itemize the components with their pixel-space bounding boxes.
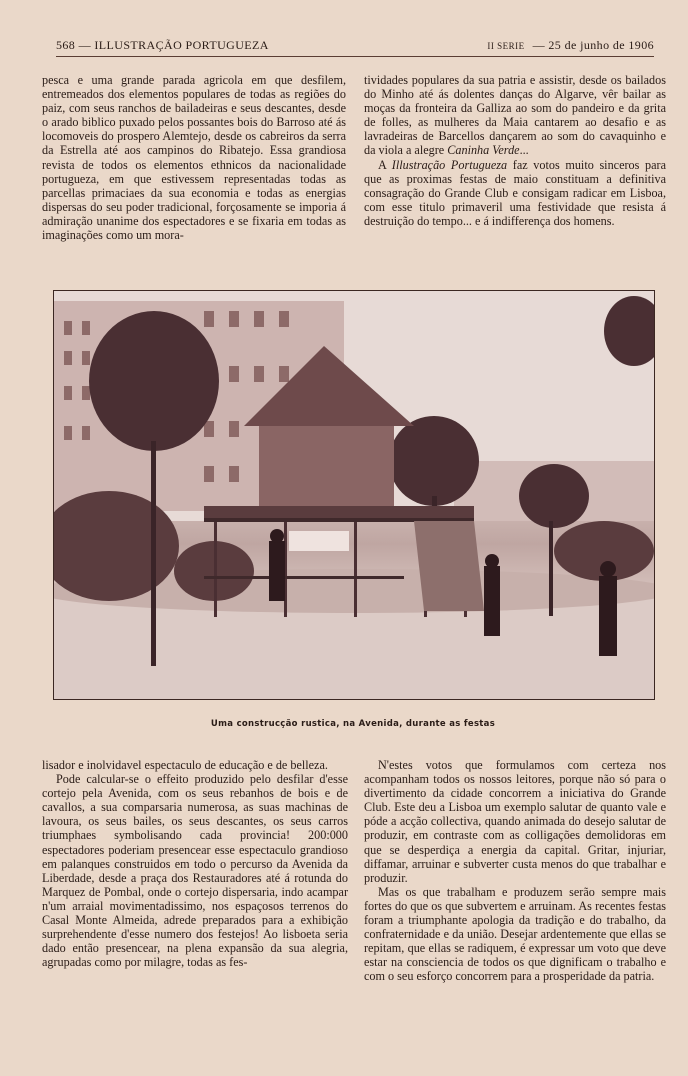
paragraph: pesca e uma grande parada agricola em que desfilem, entremeados dos elementos populares de todas as regiões do paiz, com seus ranchos de bailadeiras e seus descantes, desde o arado biblico puxado pelos possantes bois do Barroso até ás locomoveis do prospero Alemtejo, desde os cabreiros da serra da Estrella até aos campinos do Ribatejo. Essa grandiosa revista de todos os elementos ethnicos da nacionalidade portugueza, em que estivessem representadas todas as parcellas primaciaes da sua economia e todas as energias dispersas do seu poder tradicional, forçosamente se imporia á admiração unanime dos espectadores e se fixaria em todas as imaginações como um mora-: [42, 73, 346, 243]
top-right-column: [364, 73, 666, 228]
paragraph: [364, 73, 666, 158]
photo-illustration: [54, 291, 654, 699]
serie-label: II SERIE: [487, 41, 525, 51]
photo-caption: Uma construcção rustica, na Avenida, durante as festas: [210, 719, 496, 729]
paragraph: Mas os que trabalham e produzem serão sempre mais fortes do que os que subvertem e arruinam. As recentes festas foram a triumphante apologia da tradição e do trabalho, da confraternidade e da união. Desejar ardentemente que ellas se repitam, que ellas se radiquem, é expressar um voto que deve estar na consciencia de todos os que dignificam o trabalho e com o seu esforço concorrem para a prosperidade da patria.: [364, 884, 666, 984]
bottom-right-column: [364, 758, 666, 984]
issue-date: [487, 38, 654, 53]
paragraph: [364, 158, 666, 228]
photograph: [53, 290, 655, 700]
italic-run: Caninha Verde: [447, 143, 520, 158]
text-run: A: [378, 157, 392, 172]
paragraph: N'estes votos que formulamos com certeza nos acompanham todos os nossos leitores, porque não só para o divertimento da cidade concorrem a iniciativa do Grande Club. Este deu a Lisboa um exemplo salutar de quanto vale e póde a acção collectiva, quando animada do desejo salutar de produzir, em contraste com as colligações demolidoras em que se desperdiça a energia da capital. Gritar, injuriar, diffamar, arruinar e subverter custa menos do que trabalhar e produzir.: [364, 758, 666, 885]
page-number-and-title: 568 — ILLUSTRAÇÃO PORTUGUEZA: [56, 38, 269, 52]
italic-run: Illustração Portugueza: [391, 157, 508, 172]
page-header: [56, 36, 654, 57]
text-run: tividades populares da sua patria e assistir, desde os bailados do Minho até ás dolentes danças do Algarve, vêr bailar as moças da fronteira da Galliza ao som do pandeiro e da grita de folles, as mulheres da Maia cantarem ao desafio e as lavradeiras de Barcellos dançarem ao som do cavaquinho e da viola a alegre: [364, 73, 666, 158]
top-left-column: [42, 73, 346, 242]
text-run: ...: [519, 143, 529, 158]
paragraph: lisador e inolvidavel espectaculo de educação e de belleza.: [42, 758, 328, 772]
text-run: faz votos muito sinceros para que as proximas festas de maio constituam a definitiva consagração do Grande Club e consigam radicar em Lisboa, com esse titulo primaveril uma festividade que resista á destruição do tempo... e á indifferença dos homens.: [364, 157, 666, 228]
bottom-left-column: [42, 758, 348, 969]
paragraph: Pode calcular-se o effeito produzido pelo desfilar d'esse cortejo pela Avenida, com os seus rebanhos de bois e de cavallos, a sua comparsaria numerosa, as suas machinas de lavoura, os seus bailes, os seus descantes, os seus carros triumphaes symbolisando cada provincia! 200:000 espectadores poderiam presencear esse espectaculo grandioso em palanques construidos em todo o percurso da Avenida da Liberdade, desde a praça dos Restauradores até á rotunda do Marquez de Pombal, onde o cortejo dispersaria, indo acampar n'um arraial movimentadissimo, nos espaçosos terrenos do Casal Monte Almeida, adrede preparados para a exhibição surprehendente d'esse numero dos festejos! Ao lisboeta seria dado então presencear, na plena expansão da sua alegria, agrupadas como por milagre, todas as fes-: [42, 772, 348, 970]
date-label: — 25 de junho de 1906: [532, 38, 654, 52]
